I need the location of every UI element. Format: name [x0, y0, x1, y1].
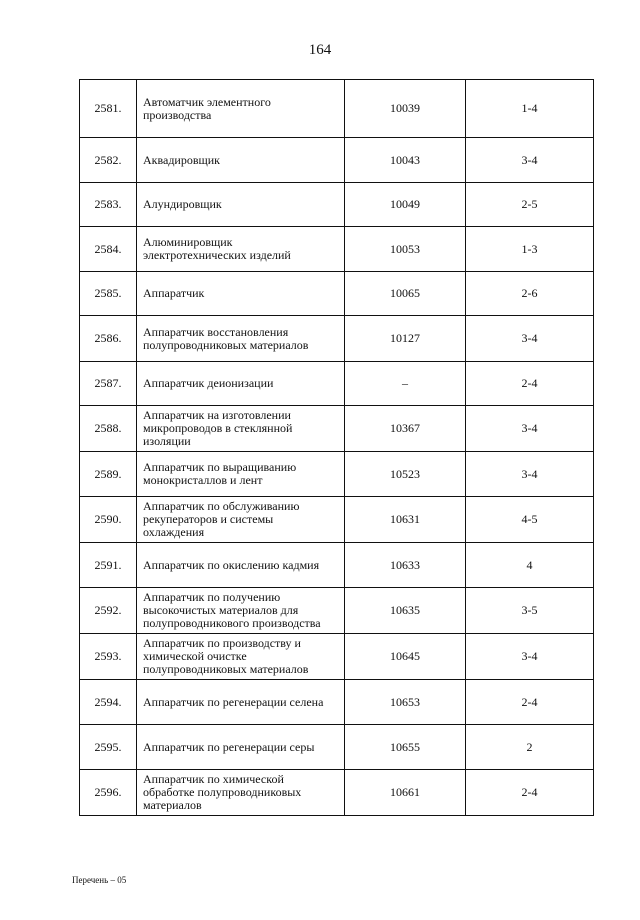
grade-range: 2-4 — [466, 680, 594, 725]
profession-code: 10631 — [345, 497, 466, 543]
profession-name — [137, 588, 345, 634]
profession-code: 10053 — [345, 227, 466, 272]
profession-name — [137, 680, 345, 725]
profession-code: 10127 — [345, 316, 466, 362]
profession-name — [137, 770, 345, 816]
row-number: 2586. — [80, 316, 137, 362]
table-row — [80, 770, 594, 816]
profession-name-line: Алундировщик — [143, 197, 222, 211]
profession-name — [137, 725, 345, 770]
row-number: 2584. — [80, 227, 137, 272]
row-number: 2591. — [80, 543, 137, 588]
profession-name — [137, 80, 345, 138]
profession-name — [137, 452, 345, 497]
table-row — [80, 452, 594, 497]
profession-name — [137, 183, 345, 227]
profession-code: 10645 — [345, 634, 466, 680]
table-row — [80, 406, 594, 452]
table-row — [80, 634, 594, 680]
profession-name-line: рекуператоров и системы — [143, 512, 274, 526]
profession-name-line: Аппаратчик по выращиванию — [143, 460, 297, 474]
profession-code: 10043 — [345, 138, 466, 183]
row-number: 2592. — [80, 588, 137, 634]
grade-range: 2 — [466, 725, 594, 770]
table-row — [80, 543, 594, 588]
profession-code: – — [345, 362, 466, 406]
row-number: 2589. — [80, 452, 137, 497]
profession-name-line: полупроводникового производства — [143, 616, 321, 630]
profession-code: 10653 — [345, 680, 466, 725]
grade-range: 2-5 — [466, 183, 594, 227]
grade-range: 1-3 — [466, 227, 594, 272]
profession-code: 10049 — [345, 183, 466, 227]
grade-range: 2-4 — [466, 362, 594, 406]
profession-name-line: материалов — [143, 798, 202, 812]
profession-name-line: Аппаратчик по производству и — [143, 636, 301, 650]
table-row — [80, 497, 594, 543]
profession-name-line: Аппаратчик на изготовлении — [143, 408, 291, 422]
table-row — [80, 725, 594, 770]
grade-range: 4-5 — [466, 497, 594, 543]
table-row — [80, 316, 594, 362]
footer-label: Перечень – 05 — [72, 875, 127, 885]
table-row — [80, 680, 594, 725]
profession-code: 10065 — [345, 272, 466, 316]
profession-name — [137, 543, 345, 588]
profession-name-line: Аппаратчик — [143, 286, 205, 300]
profession-code: 10523 — [345, 452, 466, 497]
grade-range: 3-4 — [466, 452, 594, 497]
profession-name — [137, 316, 345, 362]
table-row — [80, 362, 594, 406]
profession-name-line: Автоматчик элементного — [143, 94, 271, 109]
profession-name-line: Аквадировщик — [143, 152, 221, 167]
profession-name-line: Аппаратчик по регенерации серы — [143, 739, 315, 754]
profession-name — [137, 497, 345, 543]
grade-range: 3-4 — [466, 138, 594, 183]
profession-name — [137, 406, 345, 452]
profession-name-line: обработке полупроводниковых — [143, 785, 302, 799]
profession-name — [137, 227, 345, 272]
profession-name — [137, 272, 345, 316]
profession-table — [79, 79, 594, 816]
profession-code: 10367 — [345, 406, 466, 452]
profession-name-line: изоляции — [143, 434, 191, 448]
table-body — [80, 80, 594, 816]
table-row — [80, 272, 594, 316]
profession-code: 10633 — [345, 543, 466, 588]
profession-name-line: химической очистке — [143, 649, 247, 663]
profession-code: 10635 — [345, 588, 466, 634]
row-number: 2588. — [80, 406, 137, 452]
profession-name-line: полупроводниковых материалов — [143, 337, 309, 352]
row-number: 2595. — [80, 725, 137, 770]
profession-name — [137, 634, 345, 680]
profession-name-line: Аппаратчик по обслуживанию — [143, 499, 300, 513]
page-number: 164 — [308, 42, 332, 58]
grade-range: 3-4 — [466, 634, 594, 680]
row-number: 2583. — [80, 183, 137, 227]
profession-name — [137, 138, 345, 183]
row-number: 2581. — [80, 80, 137, 138]
grade-range: 3-4 — [466, 316, 594, 362]
profession-name-line: производства — [143, 107, 212, 122]
row-number: 2596. — [80, 770, 137, 816]
profession-name-line: микропроводов в стеклянной — [143, 421, 293, 435]
profession-code: 10039 — [345, 80, 466, 138]
profession-name-line: Аппаратчик по регенерации селена — [143, 694, 324, 709]
row-number: 2593. — [80, 634, 137, 680]
row-number: 2590. — [80, 497, 137, 543]
row-number: 2582. — [80, 138, 137, 183]
profession-name-line: Алюминировщик — [143, 235, 233, 249]
grade-range: 2-4 — [466, 770, 594, 816]
table-row — [80, 138, 594, 183]
table-row — [80, 80, 594, 138]
profession-name-line: монокристаллов и лент — [143, 473, 263, 487]
profession-name-line: охлаждения — [143, 525, 205, 539]
table-row — [80, 588, 594, 634]
profession-name-line: электротехнических изделий — [143, 248, 291, 262]
profession-name-line: Аппаратчик восстановления — [143, 324, 289, 339]
row-number: 2594. — [80, 680, 137, 725]
grade-range: 2-6 — [466, 272, 594, 316]
grade-range: 3-4 — [466, 406, 594, 452]
profession-name — [137, 362, 345, 406]
profession-code: 10655 — [345, 725, 466, 770]
profession-name-line: полупроводниковых материалов — [143, 662, 309, 676]
grade-range: 4 — [466, 543, 594, 588]
profession-code: 10661 — [345, 770, 466, 816]
table-row — [80, 227, 594, 272]
profession-name-line: Аппаратчик по окислению кадмия — [143, 557, 320, 572]
grade-range: 3-5 — [466, 588, 594, 634]
profession-name-line: высокочистых материалов для — [143, 603, 299, 617]
row-number: 2587. — [80, 362, 137, 406]
grade-range: 1-4 — [466, 80, 594, 138]
row-number: 2585. — [80, 272, 137, 316]
table-row — [80, 183, 594, 227]
profession-name-line: Аппаратчик по химической — [143, 772, 284, 786]
profession-name-line: Аппаратчик деионизации — [143, 376, 274, 390]
profession-name-line: Аппаратчик по получению — [143, 590, 281, 604]
